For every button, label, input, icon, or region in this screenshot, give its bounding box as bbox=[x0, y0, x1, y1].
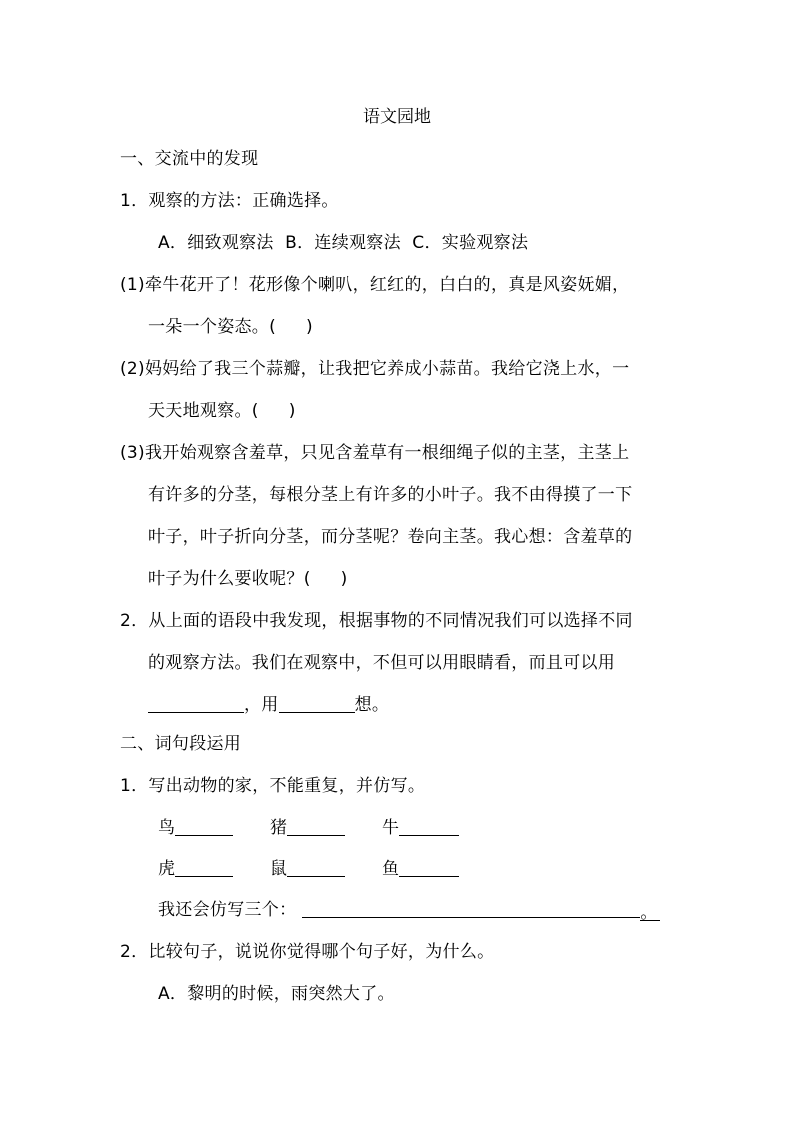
animal-label: 鼠 bbox=[270, 859, 288, 879]
item-3-line-3: 叶子，叶子折向分茎，而分茎呢？卷向主茎。我心想：含羞草的 bbox=[148, 527, 633, 547]
page-title: 语文园地 bbox=[363, 107, 431, 127]
animal-row-1-item-2 bbox=[270, 817, 345, 839]
fill-blank-1[interactable] bbox=[148, 694, 244, 713]
question-2-mid: ，用 bbox=[244, 695, 279, 715]
animal-row-2-item-1 bbox=[158, 858, 233, 880]
animal-label: 鱼 bbox=[382, 859, 400, 879]
animal-blank[interactable] bbox=[287, 817, 345, 836]
item-2-text: 天天地观察。( bbox=[148, 401, 259, 421]
item-1-line-1: (1)牵牛花开了！花形像个喇叭，红红的，白白的，真是风姿妩媚， bbox=[120, 275, 630, 295]
animal-label: 虎 bbox=[158, 859, 176, 879]
question-1-options: A．细致观察法 B．连续观察法 C．实验观察法 bbox=[158, 233, 529, 253]
question-2-line-1: 2．从上面的语段中我发现，根据事物的不同情况我们可以选择不同 bbox=[120, 611, 633, 631]
question-1-stem: 1．观察的方法：正确选择。 bbox=[120, 191, 339, 211]
s2-question-1-stem: 1．写出动物的家，不能重复，并仿写。 bbox=[120, 776, 426, 796]
animal-row-1-item-3 bbox=[382, 817, 459, 839]
item-1-close: ) bbox=[306, 317, 313, 337]
animal-blank[interactable] bbox=[399, 858, 459, 877]
animal-blank[interactable] bbox=[175, 817, 233, 836]
s2-question-2-stem: 2．比较句子，说说你觉得哪个句子好，为什么。 bbox=[120, 942, 495, 962]
imitate-label: 我还会仿写三个： bbox=[158, 900, 297, 920]
question-2-end: 想。 bbox=[354, 695, 390, 715]
imitate-line bbox=[158, 899, 660, 921]
item-3-line-4 bbox=[148, 568, 348, 590]
animal-row-2-item-2 bbox=[270, 858, 345, 880]
item-3-line-2: 有许多的分茎，每根分茎上有许多的小叶子。我不由得摸了一下 bbox=[148, 485, 633, 505]
animal-row-2-item-3 bbox=[382, 858, 459, 880]
item-2-line-1: (2)妈妈给了我三个蒜瓣，让我把它养成小蒜苗。我给它浇上水，一 bbox=[120, 359, 630, 379]
animal-label: 鸟 bbox=[158, 818, 176, 838]
animal-label: 猪 bbox=[270, 818, 288, 838]
sentence-a: A．黎明的时候，雨突然大了。 bbox=[158, 984, 395, 1004]
imitate-end: 。 bbox=[640, 902, 660, 921]
animal-blank[interactable] bbox=[399, 817, 459, 836]
item-3-text: 叶子为什么要收呢？( bbox=[148, 569, 311, 589]
imitate-blank[interactable] bbox=[302, 899, 640, 918]
animal-row-1-item-1 bbox=[158, 817, 233, 839]
section2-heading: 二、词句段运用 bbox=[120, 734, 242, 754]
item-1-text: 一朵一个姿态。( bbox=[148, 317, 277, 337]
animal-blank[interactable] bbox=[287, 858, 345, 877]
item-1-line-2 bbox=[148, 316, 313, 338]
animal-blank[interactable] bbox=[175, 858, 233, 877]
item-2-line-2 bbox=[148, 400, 296, 422]
item-3-line-1: (3)我开始观察含羞草，只见含羞草有一根细绳子似的主茎，主茎上 bbox=[120, 443, 630, 463]
question-2-line-2: 的观察方法。我们在观察中，不但可以用眼睛看，而且可以用 bbox=[148, 653, 616, 673]
item-3-close: ) bbox=[340, 569, 348, 589]
fill-blank-2[interactable] bbox=[279, 694, 355, 713]
item-2-close: ) bbox=[288, 401, 296, 421]
question-2-line-3 bbox=[148, 694, 389, 716]
section1-heading: 一、交流中的发现 bbox=[120, 149, 259, 169]
animal-label: 牛 bbox=[382, 818, 400, 838]
